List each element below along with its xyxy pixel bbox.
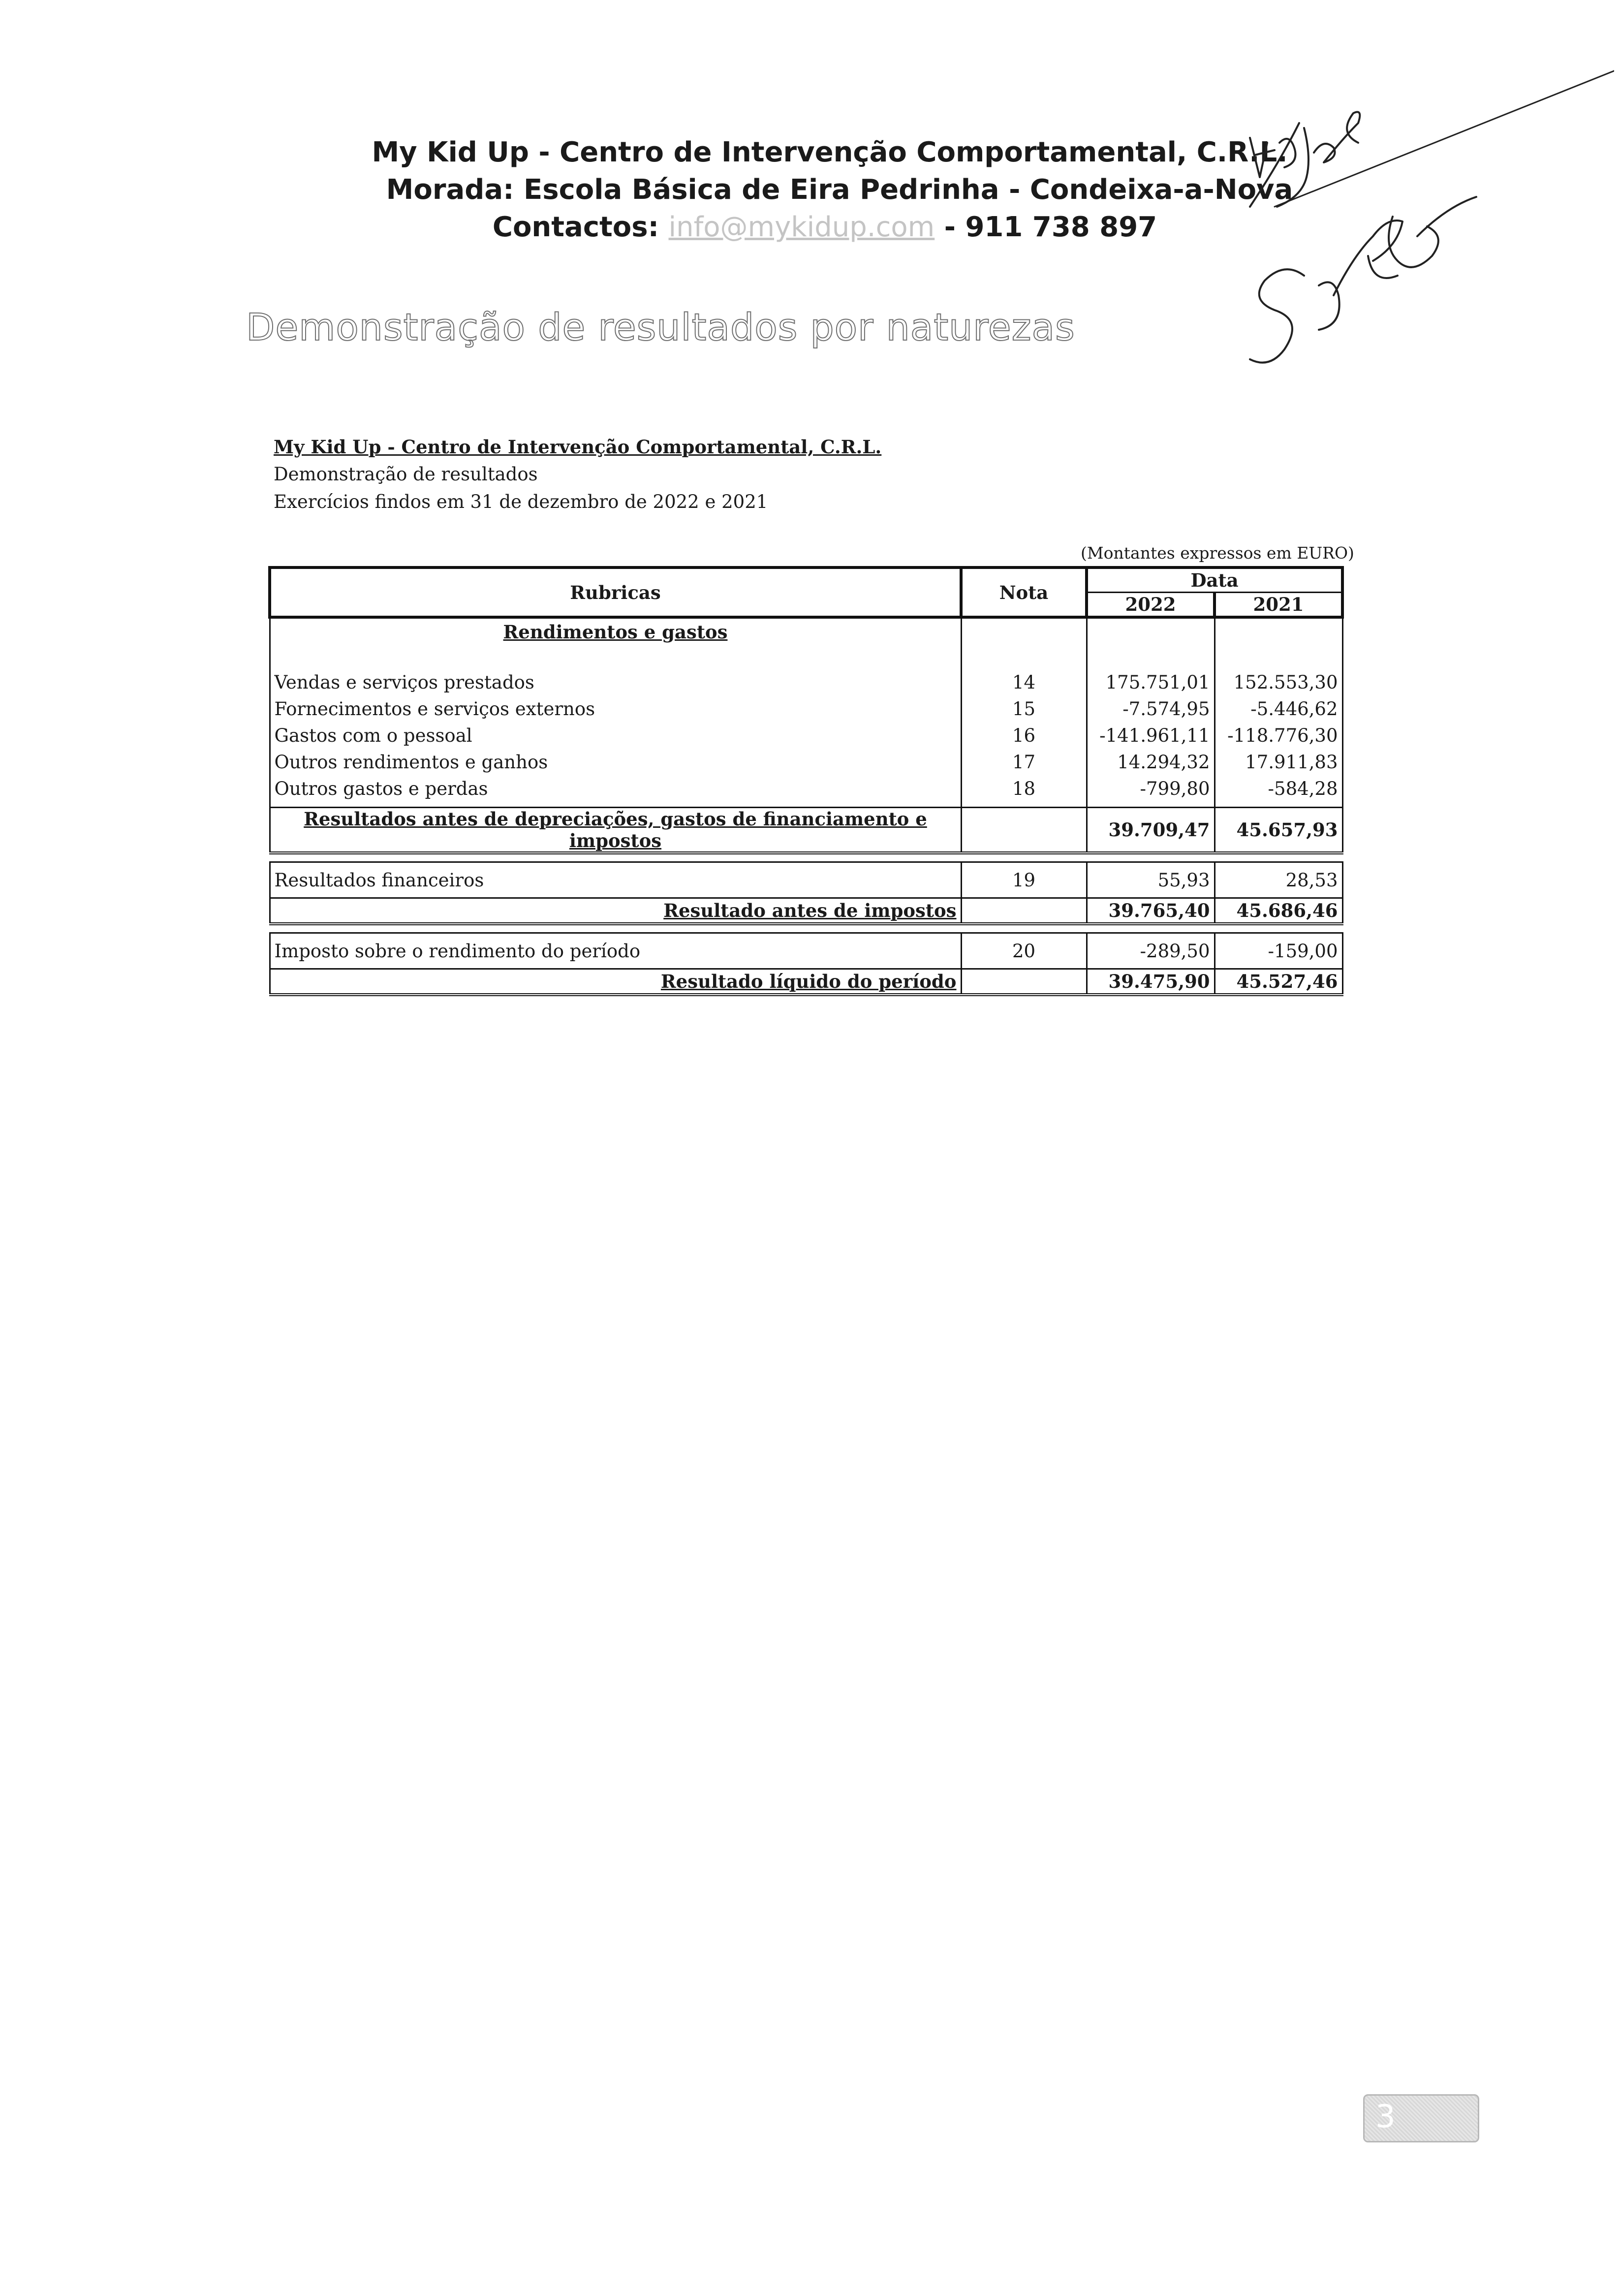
table-row [270, 749, 1342, 775]
letterhead-company: My Kid Up - Centro de Intervenção Comportamental, C.R.L. [372, 136, 1288, 168]
row-label: Fornecimentos e serviços externos [270, 695, 961, 722]
letterhead-address: Morada: Escola Básica de Eira Pedrinha - Condeixa-a-Nova [386, 174, 1293, 206]
row-nota: 15 [961, 695, 1087, 722]
page-number: 3 [1375, 2099, 1396, 2135]
document-title: Demonstração de resultados por naturezas [246, 305, 1075, 349]
row-value-2022: -289,50 [1087, 933, 1215, 969]
row-label: Imposto sobre o rendimento do período [270, 933, 961, 969]
row-value-2021: -5.446,62 [1215, 695, 1342, 722]
subtotal-value-2021: 45.527,46 [1215, 969, 1342, 995]
table-row [270, 722, 1342, 749]
subtotal-label: Resultado líquido do período [270, 969, 961, 995]
row-nota: 18 [961, 775, 1087, 808]
row-value-2022: -141.961,11 [1087, 722, 1215, 749]
row-nota: 19 [961, 862, 1087, 898]
header-data: Data [1087, 567, 1342, 593]
table-row [270, 695, 1342, 722]
statement-period: Exercícios findos em 31 de dezembro de 2022 e 2021 [274, 491, 768, 512]
handwritten-signatures [1220, 69, 1614, 463]
row-value-2021: 28,53 [1215, 862, 1342, 898]
subtotal-value-2022: 39.709,47 [1087, 808, 1215, 853]
statement-header [274, 433, 881, 516]
table-row [270, 669, 1342, 695]
statement-subtitle: Demonstração de resultados [274, 464, 538, 485]
row-value-2022: 14.294,32 [1087, 749, 1215, 775]
row-value-2022: -799,80 [1087, 775, 1215, 808]
row-value-2022: -7.574,95 [1087, 695, 1215, 722]
phone-number: - 911 738 897 [944, 211, 1157, 243]
row-label: Outros rendimentos e ganhos [270, 749, 961, 775]
subtotal-value-2021: 45.657,93 [1215, 808, 1342, 853]
row-value-2021: 17.911,83 [1215, 749, 1342, 775]
row-value-2022: 55,93 [1087, 862, 1215, 898]
header-nota: Nota [961, 567, 1087, 617]
section-title: Rendimentos e gastos [270, 617, 961, 645]
table-row [270, 933, 1342, 969]
row-value-2021: -118.776,30 [1215, 722, 1342, 749]
row-value-2021: 152.553,30 [1215, 669, 1342, 695]
row-label: Vendas e serviços prestados [270, 669, 961, 695]
subtotal-value-2021: 45.686,46 [1215, 898, 1342, 924]
page-number-badge [1363, 2094, 1479, 2142]
row-nota: 20 [961, 933, 1087, 969]
income-statement [268, 566, 1341, 996]
subtotal-value-2022: 39.765,40 [1087, 898, 1215, 924]
row-value-2021: -159,00 [1215, 933, 1342, 969]
row-label: Outros gastos e perdas [270, 775, 961, 808]
subtotal-row-ebitda [270, 808, 1342, 853]
contacts-label: Contactos: [492, 211, 659, 243]
header-year-2022: 2022 [1087, 593, 1215, 618]
row-nota: 17 [961, 749, 1087, 775]
table-row [270, 775, 1342, 808]
row-value-2021: -584,28 [1215, 775, 1342, 808]
currency-note: (Montantes expressos em EURO) [1081, 543, 1354, 563]
income-statement-table [268, 566, 1344, 996]
subtotal-row-before-tax [270, 898, 1342, 924]
statement-company: My Kid Up - Centro de Intervenção Comportamental, C.R.L. [274, 436, 882, 458]
row-value-2022: 175.751,01 [1087, 669, 1215, 695]
subtotal-label: Resultados antes de depreciações, gastos de financiamento e impostos [270, 808, 961, 853]
row-nota: 14 [961, 669, 1087, 695]
email-link[interactable]: info@mykidup.com [668, 211, 935, 243]
row-nota: 16 [961, 722, 1087, 749]
subtotal-label: Resultado antes de impostos [270, 898, 961, 924]
subtotal-row-net-result [270, 969, 1342, 995]
row-label: Gastos com o pessoal [270, 722, 961, 749]
table-row [270, 862, 1342, 898]
subtotal-value-2022: 39.475,90 [1087, 969, 1215, 995]
header-year-2021: 2021 [1215, 593, 1342, 618]
row-label: Resultados financeiros [270, 862, 961, 898]
header-rubricas: Rubricas [270, 567, 961, 617]
